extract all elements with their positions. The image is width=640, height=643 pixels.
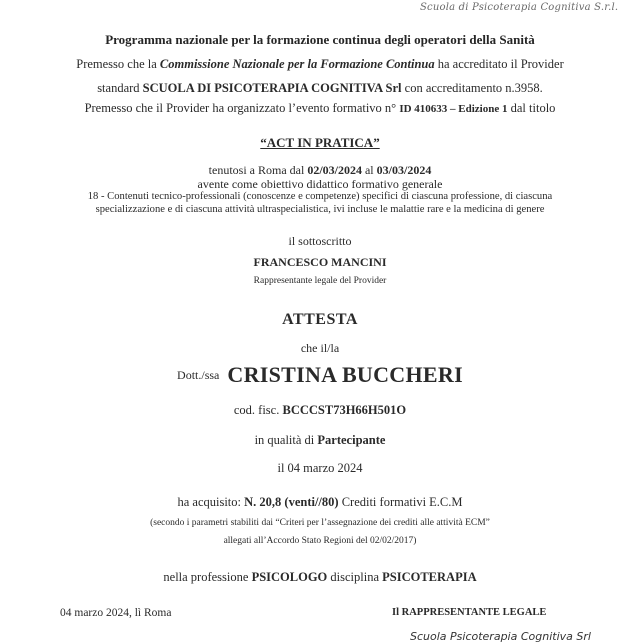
profession-pre: nella professione [163, 570, 252, 584]
premise-line-1-pre: Premesso che la [76, 57, 160, 71]
premise-line-3-pre: Premesso che il Provider ha organizzato l’evento formativo n° [84, 101, 400, 115]
discipline-value: PSICOTERAPIA [382, 570, 477, 584]
credits-post: Crediti formativi E.C.M [338, 495, 463, 509]
premise-line-2-post: con accreditamento n.3958. [401, 81, 543, 95]
profession-value: PSICOLOGO [251, 570, 328, 584]
dates-mid: al [361, 163, 377, 177]
legal-rep-label: Il RAPPRESENTANTE LEGALE [392, 607, 547, 618]
criteria-line-1: (secondo i parametri stabiliti dai “Criteri per l’assegnazione dei crediti alle attività ECM” [150, 518, 490, 528]
che-il-la: che il/la [300, 341, 340, 355]
commission-name: Commissione Nazionale per la Formazione Continua [159, 57, 435, 71]
credits-line [0, 495, 640, 510]
attesta-heading: ATTESTA [282, 311, 358, 328]
place-date: 04 marzo 2024, lì Roma [60, 607, 172, 619]
premise-line-3 [0, 101, 640, 116]
program-title: Programma nazionale per la formazione continua degli operatori della Sanità [105, 32, 535, 47]
criteria-line-2: allegati all’Accordo Stato Regioni del 02/02/2017) [223, 536, 417, 546]
premise-line-2 [0, 81, 640, 96]
premise-line-1 [0, 57, 640, 72]
participant-row [0, 362, 640, 388]
participant-name: CRISTINA BUCCHERI [227, 362, 463, 387]
provider-name: SCUOLA DI PSICOTERAPIA COGNITIVA Srl [142, 81, 402, 95]
fiscal-code-line [0, 403, 640, 418]
header-logo: Scuola di Psicoterapia Cognitiva S.r.l. [420, 2, 619, 13]
event-title: “ACT IN PRATICA” [260, 135, 380, 150]
premise-line-1-post: ha accreditato il Provider [434, 57, 564, 71]
role-line [0, 433, 640, 448]
title-prefix: Dott./ssa [177, 368, 220, 382]
event-id: ID 410633 – Edizione 1 [399, 103, 508, 115]
objective-line-2: specializzazione e di ciascuna attività ultraspecialistica, ivi incluse le malattie rare e la medicina di genere [95, 204, 545, 215]
event-dates [0, 163, 640, 178]
premise-line-3-post: dal titolo [507, 101, 556, 115]
credits-value: N. 20,8 (venti//80) [244, 495, 339, 509]
role-label: in qualità di [254, 433, 318, 447]
credits-pre: ha acquisito: [177, 495, 245, 509]
date-to: 03/03/2024 [376, 163, 432, 177]
fiscal-code-label: cod. fisc. [233, 403, 283, 417]
role-value: Partecipante [317, 433, 386, 447]
attestation-date: il 04 marzo 2024 [277, 461, 363, 475]
signature-stamp: Scuola Psicoterapia Cognitiva Srl [410, 630, 591, 643]
objective-line-1: 18 - Contenuti tecnico-professionali (conoscenze e competenze) specifici di ciascuna professione, di ciascuna [87, 191, 553, 202]
signatory-name: FRANCESCO MANCINI [253, 255, 387, 269]
signatory-intro: il sottoscritto [288, 234, 352, 248]
premise-line-2-pre: standard [97, 81, 143, 95]
date-from: 02/03/2024 [307, 163, 362, 177]
profession-line [0, 570, 640, 585]
signatory-role: Rappresentante legale del Provider [253, 276, 387, 286]
objective-intro: avente come obiettivo didattico formativo generale [197, 177, 443, 191]
dates-pre: tenutosi a Roma dal [208, 163, 308, 177]
fiscal-code-value: BCCCST73H66H501O [282, 403, 407, 417]
profession-mid: disciplina [327, 570, 383, 584]
